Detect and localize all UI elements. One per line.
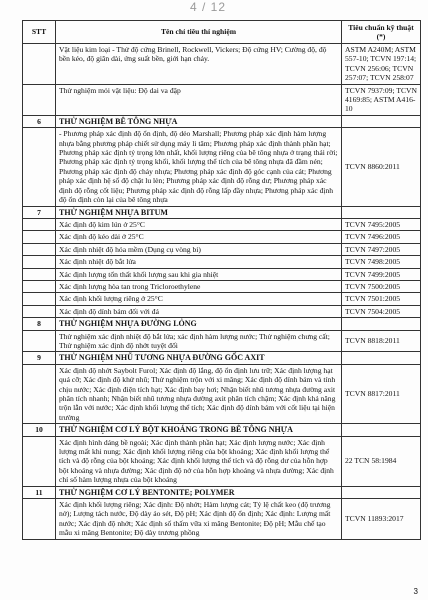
table-row	[23, 280, 421, 292]
test-name-cell: Xác định độ dính bám đối với đá	[56, 305, 342, 317]
stt-cell: 9	[23, 352, 56, 364]
test-name-cell: - Phương pháp xác định độ ổn định, độ dẻo Marshall; Phương pháp xác định hàm lượng nhựa bằng phương pháp chiết sử dụng máy li tâm; Phương pháp xác định thành phần hạt; Phương pháp xác định tỷ trọng lớn nhất, khối lượng riêng của bê tông nhựa ở trạng thái rời; Phương pháp xác định tỷ trọng khối, khối lượng thể tích của bê tông nhựa đã đầm nén; Phương pháp xác định độ chảy nhựa; Phương pháp xác định độ góc cạnh của cát; Phương pháp xác định hệ số độ chặt lu lèn; Phương pháp xác định độ rỗng dư; Phương pháp xác định độ rỗng cốt liệu; Phương pháp xác định độ rỗng lấp đầy nhựa; Phương pháp xác định độ ổn định còn lại của bê tông nhựa	[56, 128, 342, 206]
standard-cell: TCVN 8860:2011	[342, 128, 421, 206]
test-name-cell: Xác định độ nhớt Saybolt Furol; Xác định độ lắng, độ ổn định lưu trữ; Xác định lượng hạt quá cỡ; Xác định độ khử nhũ; Thử nghiệm trộn với xi măng; Xác định độ dính bám và tính chịu nước; Xác định điện tích hạt; Xác định bay hơi; Nhận biết nhũ tương nhựa đường axit phân tích nhanh; Nhận biết nhũ tương nhựa đường axit phân tích chậm; Xác định khả năng trộn lẫn với nước; Xác định khối lượng thể tích; Xác định độ dính bám với cốt liệu tại hiện trường	[56, 364, 342, 423]
standard-cell: TCVN 7501:2005	[342, 293, 421, 305]
standard-cell: TCVN 7937:09; TCVN 4169:85; ASTM A416-10	[342, 84, 421, 115]
stt-cell	[23, 84, 56, 115]
section-title: THỬ NGHIỆM BÊ TÔNG NHỰA	[56, 115, 342, 127]
standard-cell	[342, 424, 421, 436]
stt-cell	[23, 268, 56, 280]
table-row	[23, 243, 421, 255]
header-test-name: Tên chỉ tiêu thí nghiệm	[56, 21, 342, 44]
stt-cell	[23, 330, 56, 352]
test-name-cell: Thử nghiệm mỏi vật liệu: Độ dai va đập	[56, 84, 342, 115]
section-title: THỬ NGHIỆM CƠ LÝ BENTONITE; POLYMER	[56, 486, 342, 498]
section-title: THỬ NGHIỆM CƠ LÝ BỘT KHOÁNG TRONG BÊ TÔNG NHỰA	[56, 424, 342, 436]
test-name-cell: Thử nghiệm xác định nhiệt độ bắt lửa; xác định hàm lượng nước; Thử nghiệm chưng cất; Thử nghiệm xác định độ nhớt tuyệt đối	[56, 330, 342, 352]
page-indicator: 4 / 12	[190, 0, 227, 14]
stt-cell	[23, 305, 56, 317]
standard-cell	[342, 318, 421, 330]
stt-cell	[23, 280, 56, 292]
section-row	[23, 115, 421, 127]
table-row	[23, 256, 421, 268]
table-row	[23, 436, 421, 486]
test-name-cell: Xác định khối lượng riêng; Xác định: Độ nhớt; Hàm lượng cát; Tỷ lệ chất keo (độ trương nở); Lượng tách nước, Độ dày áo sét, Độ pH; Xác định độ ổn định; Xác định: Lượng mất nước; Xác định độ nhớt; Xác định số thấm vữa xi măng Bentonite; Độ pH; Mẫu chế tạo mẫu xi măng Bentonite; Độ dày trương phồng	[56, 499, 342, 540]
footer-page-number: 3	[413, 587, 418, 596]
stt-cell: 8	[23, 318, 56, 330]
test-name-cell: Xác định nhiệt độ hóa mềm (Dụng cụ vòng bi)	[56, 243, 342, 255]
standard-cell	[342, 486, 421, 498]
table-row	[23, 231, 421, 243]
test-name-cell: Xác định độ kim lún ở 25°C	[56, 218, 342, 230]
header-stt: STT	[23, 21, 56, 44]
standard-cell: TCVN 11893:2017	[342, 499, 421, 540]
test-name-cell: Xác định độ kéo dài ở 25°C	[56, 231, 342, 243]
header-standard: Tiêu chuẩn kỹ thuật (*)	[342, 21, 421, 44]
stt-cell	[23, 218, 56, 230]
stt-cell	[23, 231, 56, 243]
test-name-cell: Xác định lượng hòa tan trong Tricloroethylene	[56, 280, 342, 292]
standard-cell: TCVN 8817:2011	[342, 364, 421, 423]
table-row	[23, 305, 421, 317]
test-name-cell: Vật liệu kim loại - Thử độ cứng Brinell, Rockwell, Vickers; Độ cứng HV; Cường độ, độ bền kéo, độ giãn dài, ứng suất bền, giới hạn chảy.	[56, 44, 342, 85]
document-page	[22, 20, 420, 540]
stt-cell	[23, 499, 56, 540]
standard-cell: TCVN 7500:2005	[342, 280, 421, 292]
section-title: THỬ NGHIỆM NHỰA BITUM	[56, 206, 342, 218]
test-name-cell: Xác định nhiệt độ bắt lửa	[56, 256, 342, 268]
section-row	[23, 318, 421, 330]
standard-cell: TCVN 7498:2005	[342, 256, 421, 268]
table-row	[23, 330, 421, 352]
stt-cell	[23, 364, 56, 423]
test-standards-table	[22, 20, 421, 540]
section-row	[23, 486, 421, 498]
standard-cell: TCVN 7496:2005	[342, 231, 421, 243]
stt-cell	[23, 436, 56, 486]
section-title: THỬ NGHIỆM NHỰA ĐƯỜNG LỎNG	[56, 318, 342, 330]
stt-cell: 11	[23, 486, 56, 498]
standard-cell: 22 TCN 58:1984	[342, 436, 421, 486]
table-header-row	[23, 21, 421, 44]
stt-cell: 7	[23, 206, 56, 218]
standard-cell: TCVN 7497:2005	[342, 243, 421, 255]
table-row	[23, 44, 421, 85]
table-row	[23, 364, 421, 423]
stt-cell	[23, 256, 56, 268]
table-row	[23, 128, 421, 206]
table-row	[23, 84, 421, 115]
stt-cell	[23, 243, 56, 255]
standard-cell	[342, 352, 421, 364]
standard-cell: TCVN 7504:2005	[342, 305, 421, 317]
standard-cell: ASTM A240M; ASTM 557-10; TCVN 197:14; TCVN 256:06; TCVN 257:07; TCVN 258:07	[342, 44, 421, 85]
section-row	[23, 424, 421, 436]
test-name-cell: Xác định hình dáng bề ngoài; Xác định thành phần hạt; Xác định lượng nước; Xác định lượng mất khi nung; Xác định khối lượng riêng của bột khoáng; Xác định khối lượng thể tích và độ rỗng của bột khoáng; Xác định khối lượng thể tích và độ rỗng dư của hỗn hợp bột khoáng và nhựa đường; Xác định độ nở của hỗn hợp khoáng và nhựa đường; Xác định chỉ số hàm lượng nhựa của bột khoáng	[56, 436, 342, 486]
section-row	[23, 206, 421, 218]
standard-cell	[342, 206, 421, 218]
table-row	[23, 499, 421, 540]
test-name-cell: Xác định lượng tổn thất khối lượng sau khi gia nhiệt	[56, 268, 342, 280]
test-name-cell: Xác định khối lượng riêng ở 25°C	[56, 293, 342, 305]
standard-cell: TCVN 7495:2005	[342, 218, 421, 230]
stt-cell	[23, 293, 56, 305]
stt-cell: 6	[23, 115, 56, 127]
section-row	[23, 352, 421, 364]
section-title: THỬ NGHIỆM NHŨ TƯƠNG NHỰA ĐƯỜNG GỐC AXIT	[56, 352, 342, 364]
table-row	[23, 268, 421, 280]
table-row	[23, 218, 421, 230]
table-row	[23, 293, 421, 305]
standard-cell: TCVN 7499:2005	[342, 268, 421, 280]
stt-cell: 10	[23, 424, 56, 436]
standard-cell	[342, 115, 421, 127]
standard-cell: TCVN 8818:2011	[342, 330, 421, 352]
stt-cell	[23, 44, 56, 85]
stt-cell	[23, 128, 56, 206]
